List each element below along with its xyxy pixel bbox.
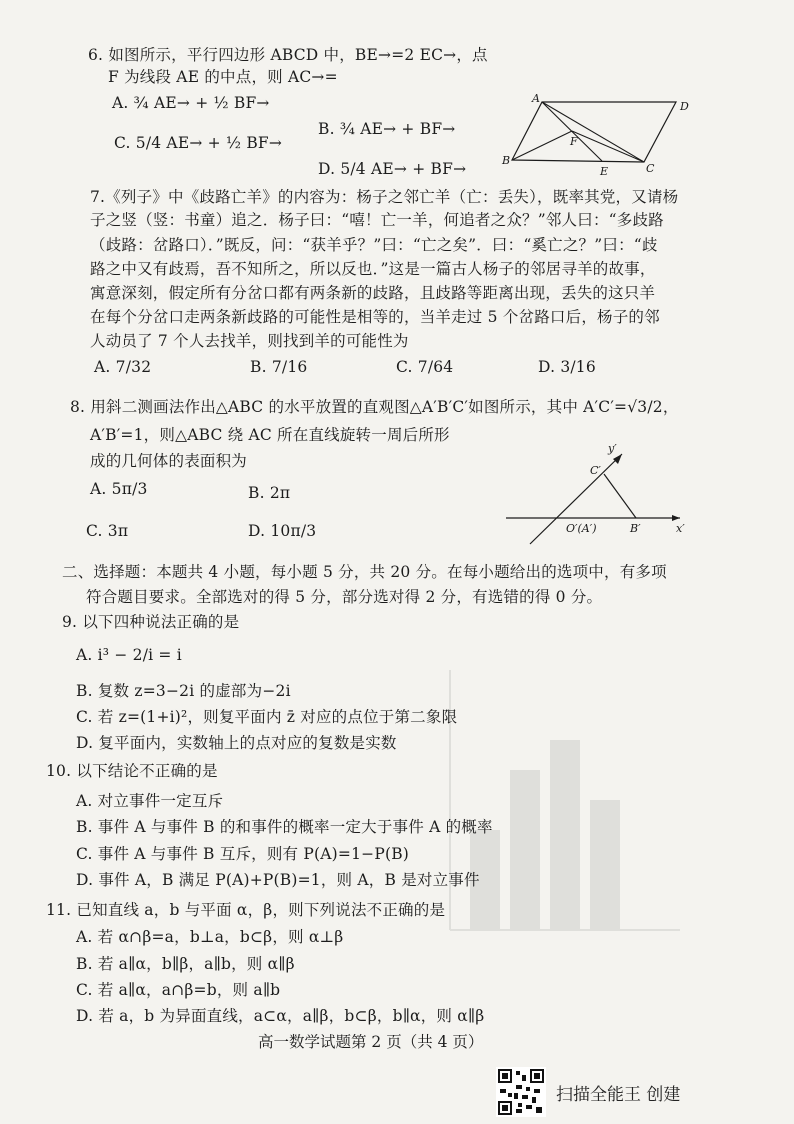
q6-option-b: B. ¾ AE→ + BF→: [318, 120, 456, 138]
q6-option-a: A. ¾ AE→ + ½ BF→: [112, 94, 270, 112]
q7-option-b: B. 7/16: [250, 358, 308, 376]
q10-option-b: B. 事件 A 与事件 B 的和事件的概率一定大于事件 A 的概率: [76, 818, 493, 836]
q8-label-cprime: C′: [590, 464, 601, 477]
q8-oblique-figure: [500, 440, 700, 550]
q9-option-b: B. 复数 z=3−2i 的虚部为−2i: [76, 682, 291, 700]
q11-option-b: B. 若 a∥α，b∥β，a∥b，则 α∥β: [76, 955, 295, 973]
q8-option-d: D. 10π/3: [248, 522, 317, 540]
bleed-through-chart: [430, 650, 690, 950]
q7-line6: 在每个分岔口走两条新歧路的可能性是相等的，当羊走过 5 个岔路口后，杨子的邻: [90, 308, 660, 326]
scanner-brand: 扫描全能王 创建: [556, 1085, 681, 1105]
q10-option-c: C. 事件 A 与事件 B 互斥，则有 P(A)=1−P(B): [76, 845, 410, 863]
q7-line5: 寓意深刻，假定所有分岔口都有两条新的歧路，且歧路等距离出现，丢失的这只羊: [90, 284, 656, 302]
q11-stem: 11. 已知直线 a，b 与平面 α，β，则下列说法不正确的是: [46, 901, 446, 919]
q8-line1: 8. 用斜二测画法作出△ABC 的水平放置的直观图△A′B′C′如图所示，其中 A′C′=√3/2，: [70, 398, 679, 416]
q8-line2: A′B′=1，则△ABC 绕 AC 所在直线旋转一周后所形: [90, 426, 450, 444]
page-footer: 高一数学试题第 2 页（共 4 页）: [258, 1033, 484, 1051]
q6-stem-line1: 6. 如图所示，平行四边形 ABCD 中，BE→=2 EC→，点: [88, 46, 488, 64]
q9-stem: 9. 以下四种说法正确的是: [62, 613, 240, 631]
q8-label-xprime: x′: [676, 522, 685, 535]
q6-label-F: F: [570, 135, 578, 148]
q7-line4: 路之中又有歧焉，吾不知所之，所以反也．”这是一篇古人杨子的邻居寻羊的故事，: [90, 260, 656, 278]
q8-label-bprime: B′: [630, 522, 641, 535]
q8-option-c: C. 3π: [86, 522, 129, 540]
q11-option-a: A. 若 α∩β=a，b⊥a，b⊂β，则 α⊥β: [76, 928, 344, 946]
q9-option-c: C. 若 z=(1+i)²，则复平面内 z̄ 对应的点位于第二象限: [76, 708, 458, 726]
q6-label-C: C: [646, 162, 655, 175]
q6-label-A: A: [532, 92, 540, 105]
q6-label-B: B: [502, 154, 511, 167]
qr-code-icon: [496, 1067, 546, 1117]
q6-option-c: C. 5/4 AE→ + ½ BF→: [114, 134, 283, 152]
section2-line2: 符合题目要求。全部选对的得 5 分，部分选对得 2 分，有选错的得 0 分。: [86, 588, 603, 606]
q9-option-d: D. 复平面内，实数轴上的点对应的复数是实数: [76, 734, 397, 752]
q6-label-E: E: [600, 165, 609, 178]
q10-stem: 10. 以下结论不正确的是: [46, 762, 218, 780]
section2-line1: 二、选择题：本题共 4 小题，每小题 5 分，共 20 分。在每小题给出的选项中，有多项: [62, 563, 667, 581]
q9-option-a: A. i³ − 2/i = i: [76, 646, 182, 664]
q7-line2: 子之竖（竖：书童）追之．杨子曰：“嘻！亡一羊，何追者之众？”邻人曰：“多歧路: [90, 211, 664, 229]
q6-label-D: D: [680, 100, 689, 113]
q10-option-d: D. 事件 A，B 满足 P(A)+P(B)=1，则 A，B 是对立事件: [76, 871, 480, 889]
q10-option-a: A. 对立事件一定互斥: [76, 792, 224, 810]
q7-option-a: A. 7/32: [94, 358, 152, 376]
q8-label-origin: O′(A′): [566, 522, 597, 535]
q8-option-b: B. 2π: [248, 484, 291, 502]
q7-line1: 7.《列子》中《歧路亡羊》的内容为：杨子之邻亡羊（亡：丢失），既率其党，又请杨: [90, 188, 679, 206]
q6-stem-line2: F 为线段 AE 的中点，则 AC→=: [108, 68, 338, 86]
q7-option-c: C. 7/64: [396, 358, 454, 376]
q7-line3: （歧路：岔路口）．”既反，问：“获羊乎？”曰：“亡之矣”．曰：“奚亡之？”曰：“歧: [90, 236, 658, 254]
q11-option-c: C. 若 a∥α，a∩β=b，则 a∥b: [76, 981, 281, 999]
q7-line7: 人动员了 7 个人去找羊，则找到羊的可能性为: [90, 332, 409, 350]
q11-option-d: D. 若 a，b 为异面直线，a⊂α，a∥β，b⊂β，b∥α，则 α∥β: [76, 1007, 485, 1025]
q8-line3: 成的几何体的表面积为: [90, 452, 248, 470]
q8-label-yprime: y′: [608, 442, 617, 455]
q7-option-d: D. 3/16: [538, 358, 596, 376]
q6-parallelogram-figure: [498, 90, 698, 190]
q8-option-a: A. 5π/3: [90, 480, 148, 498]
q6-option-d: D. 5/4 AE→ + BF→: [318, 160, 467, 178]
